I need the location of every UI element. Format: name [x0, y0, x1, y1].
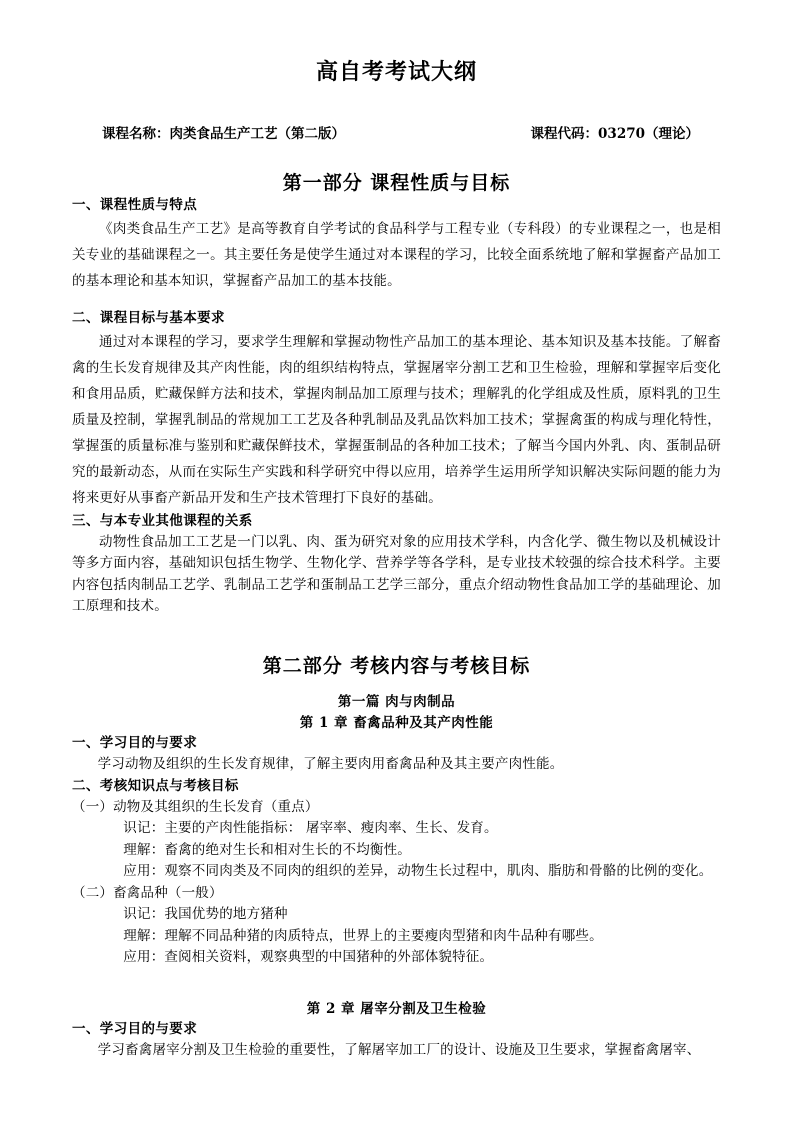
section-paragraph-3: 动物性食品加工工艺是一门以乳、肉、蛋为研究对象的应用技术学科，内含化学、微生物以及机械设计等多方面内容，基础知识包括生物学、生物化学、营养学等各学科，是专业技术较强的综合技术科学。主要内容包括肉制品工艺学、乳制品工艺学和蛋制品工艺学三部分，重点介绍动物性食品加工学的基础理论、加工原理和技术。 [72, 533, 721, 615]
part-one-heading: 第一部分 课程性质与目标 [282, 172, 511, 195]
group-item-lijie: 理解：理解不同品种猪的肉质特点，世界上的主要瘦肉型猪和肉牛品种有哪些。 [123, 927, 603, 944]
course-code: 课程代码：03270（理论） [530, 126, 699, 143]
group-title: （二）畜禽品种（一般） [72, 884, 223, 901]
chapter-1-goal-heading: 一、学习目的与要求 [72, 735, 198, 752]
group-item-yingyong: 应用：查阅相关资料，观察典型的中国猪种的外部体貌特征。 [123, 949, 494, 966]
group-title: （一）动物及其组织的生长发育（重点） [72, 798, 319, 815]
section-paragraph-1: 《肉类食品生产工艺》是高等教育自学考试的食品科学与工程专业（专科段）的专业课程之一，也是相关专业的基础课程之一。其主要任务是使学生通过对本课程的学习，比较全面系统地了解和掌握畜产品加工的基本理论和基本知识，掌握畜产品加工的基本技能。 [72, 221, 721, 290]
course-name: 课程名称：肉类食品生产工艺（第二版） [102, 126, 345, 143]
chapter-1-points-heading: 二、考核知识点与考核目标 [72, 777, 239, 794]
chapter-1-title: 第 1 章 畜禽品种及其产肉性能 [299, 715, 494, 731]
section-paragraph-2: 通过对本课程的学习，要求学生理解和掌握动物性产品加工的基本理论、基本知识及基本技能。了解畜禽的生长发育规律及其产肉性能，肉的组织结构特点，掌握屠宰分割工艺和卫生检验，理解和掌握宰后变化和食用品质，贮藏保鲜方法和技术，掌握肉制品加工原理与技术；理解乳的化学组成及性质，原料乳的卫生质量及控制，掌握乳制品的常规加工工艺及各种乳制品及乳品饮料加工技术；掌握禽蛋的构成与理化特性，掌握蛋的质量标准与鉴别和贮藏保鲜技术，掌握蛋制品的各种加工技术；了解当今国内外乳、肉、蛋制品研究的最新动态，从而在实际生产实践和科学研究中得以应用，培养学生运用所学知识解决实际问题的能力为将来更好从事畜产新品开发和生产技术管理打下良好的基础。 [72, 334, 721, 507]
chapter-2-title: 第 2 章 屠宰分割及卫生检验 [306, 1000, 487, 1017]
knowledge-group-2 [72, 883, 721, 969]
section-heading-2: 二、课程目标与基本要求 [72, 310, 225, 327]
volume-title: 第一篇 肉与肉制品 [337, 693, 456, 710]
group-item-lijie: 理解：畜禽的绝对生长和相对生长的不均衡性。 [123, 841, 411, 858]
section-heading-1: 一、课程性质与特点 [72, 197, 198, 214]
page-title: 高自考考试大纲 [315, 59, 477, 85]
course-info-line [72, 122, 721, 142]
section-heading-3: 三、与本专业其他课程的关系 [72, 513, 253, 530]
chapter-2-goal-text: 学习畜禽屠宰分割及卫生检验的重要性，了解屠宰加工厂的设计、设施及卫生要求，掌握畜禽屠宰、 [97, 1041, 701, 1058]
knowledge-group-1 [72, 797, 721, 883]
part-two-heading: 第二部分 考核内容与考核目标 [262, 654, 531, 677]
group-item-yingyong: 应用：观察不同肉类及不同肉的组织的差异，动物生长过程中，肌肉、脂肪和骨骼的比例的变化。 [123, 863, 713, 880]
group-item-shiji: 识记：我国优势的地方猪种 [123, 906, 288, 923]
chapter-2-goal-heading: 一、学习目的与要求 [72, 1020, 198, 1037]
chapter-1-goal-text: 学习动物及组织的生长发育规律，了解主要肉用畜禽品种及其主要产肉性能。 [97, 756, 564, 773]
group-item-shiji: 识记：主要的产肉性能指标： 屠宰率、瘦肉率、生长、发育。 [123, 820, 498, 837]
